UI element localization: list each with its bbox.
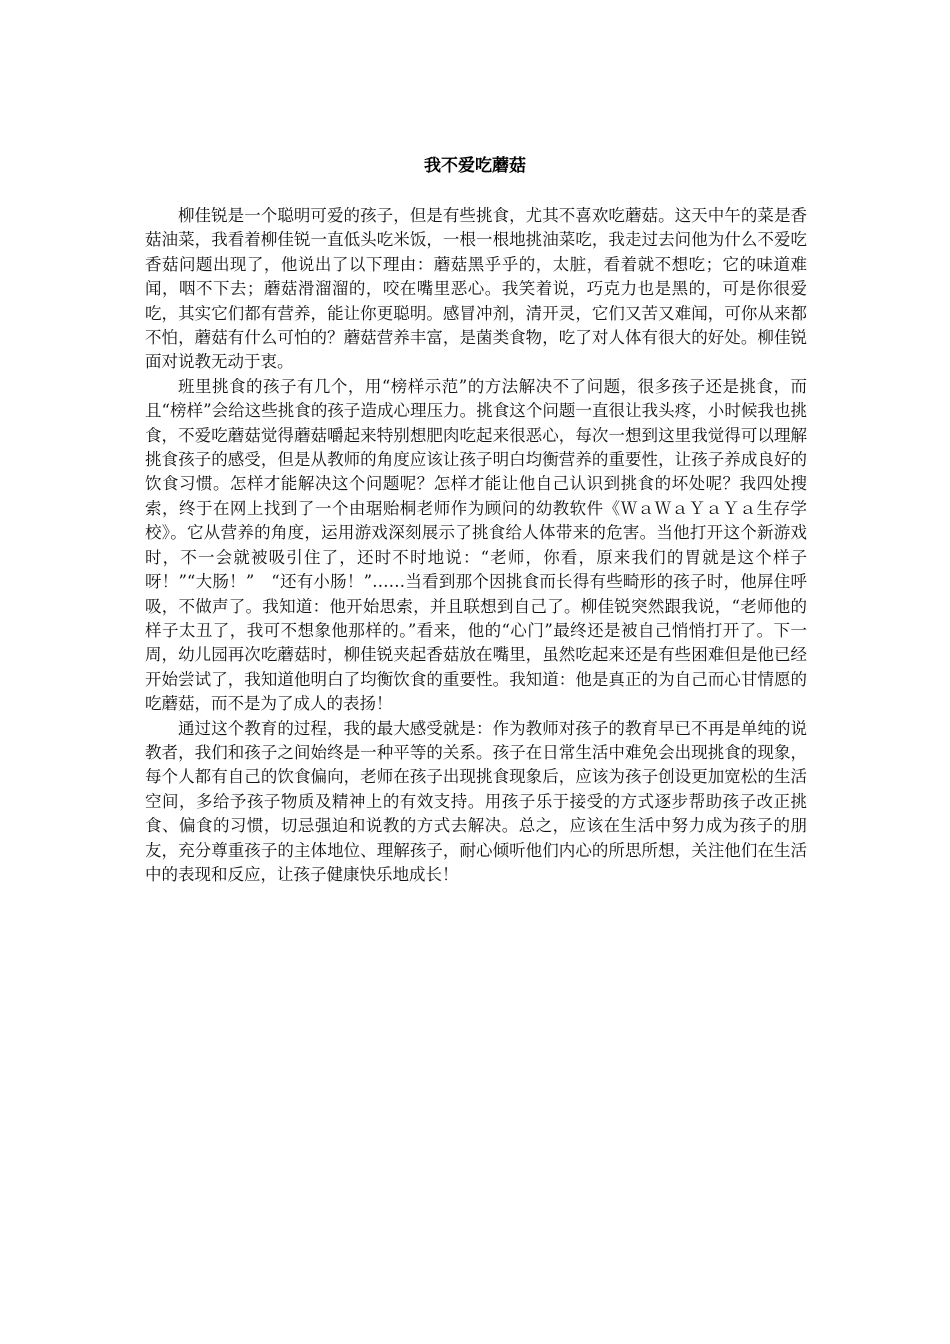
document-body [145, 204, 807, 887]
paragraph: 通过这个教育的过程，我的最大感受就是：作为教师对孩子的教育早已不再是单纯的说教者，我们和孩子之间始终是一种平等的关系。孩子在日常生活中难免会出现挑食的现象，每个人都有自己的饮食偏向，老师在孩子出现挑食现象后，应该为孩子创设更加宽松的生活空间，多给予孩子物质及精神上的有效支持。用孩子乐于接受的方式逐步帮助孩子改正挑食、偏食的习惯，切忌强迫和说教的方式去解决。总之，应该在生活中努力成为孩子的朋友，充分尊重孩子的主体地位、理解孩子，耐心倾听他们内心的所思所想，关注他们在生活中的表现和反应，让孩子健康快乐地成长！ [145, 718, 807, 884]
document-title: 我不爱吃蘑菇 [424, 156, 526, 176]
paragraph: 班里挑食的孩子有几个，用“榜样示范”的方法解决不了问题，很多孩子还是挑食，而且“榜样”会给这些挑食的孩子造成心理压力。挑食这个问题一直很让我头疼，小时候我也挑食，不爱吃蘑菇觉得蘑菇嚼起来特别想肥肉吃起来很恶心，每次一想到这里我觉得可以理解挑食孩子的感受，但是从教师的角度应该让孩子明白均衡营养的重要性，让孩子养成良好的饮食习惯。怎样才能解决这个问题呢？怎样才能让他自己认识到挑食的坏处呢？我四处搜索，终于在网上找到了一个由琚贻桐老师作为顾问的幼教软件《ＷａＷａＹａＹａ生存学校》。它从营养的角度，运用游戏深刻展示了挑食给人体带来的危害。当他打开这个新游戏时，不一会就被吸引住了，还时不时地说：“老师，你看，原来我们的胃就是这个样子呀！”“大肠！” “还有小肠！”……当看到那个因挑食而长得有些畸形的孩子时，他屏住呼吸，不做声了。我知道：他开始思索，并且联想到自己了。柳佳锐突然跟我说，“老师他的样子太丑了，我可不想象他那样的。”看来，他的“心门”最终还是被自己悄悄打开了。下一周，幼儿园再次吃蘑菇时，柳佳锐夹起香菇放在嘴里，虽然吃起来还是有些困难但是他已经开始尝试了，我知道他明白了均衡饮食的重要性。我知道：他是真正的为自己而心甘情愿的吃蘑菇，而不是为了成人的表扬！ [145, 376, 807, 714]
paragraph: 柳佳锐是一个聪明可爱的孩子，但是有些挑食，尤其不喜欢吃蘑菇。这天中午的菜是香菇油菜，我看着柳佳锐一直低头吃米饭，一根一根地挑油菜吃，我走过去问他为什么不爱吃香菇问题出现了，他说出了以下理由：蘑菇黑乎乎的，太脏，看着就不想吃；它的味道难闻，咽不下去；蘑菇滑溜溜的，咬在嘴里恶心。我笑着说，巧克力也是黑的，可是你很爱吃，其实它们都有营养，能让你更聪明。感冒冲剂，清开灵，它们又苦又难闻，可你从来都不怕，蘑菇有什么可怕的？蘑菇营养丰富，是菌类食物，吃了对人体有很大的好处。柳佳锐面对说教无动于衷。 [145, 206, 807, 372]
